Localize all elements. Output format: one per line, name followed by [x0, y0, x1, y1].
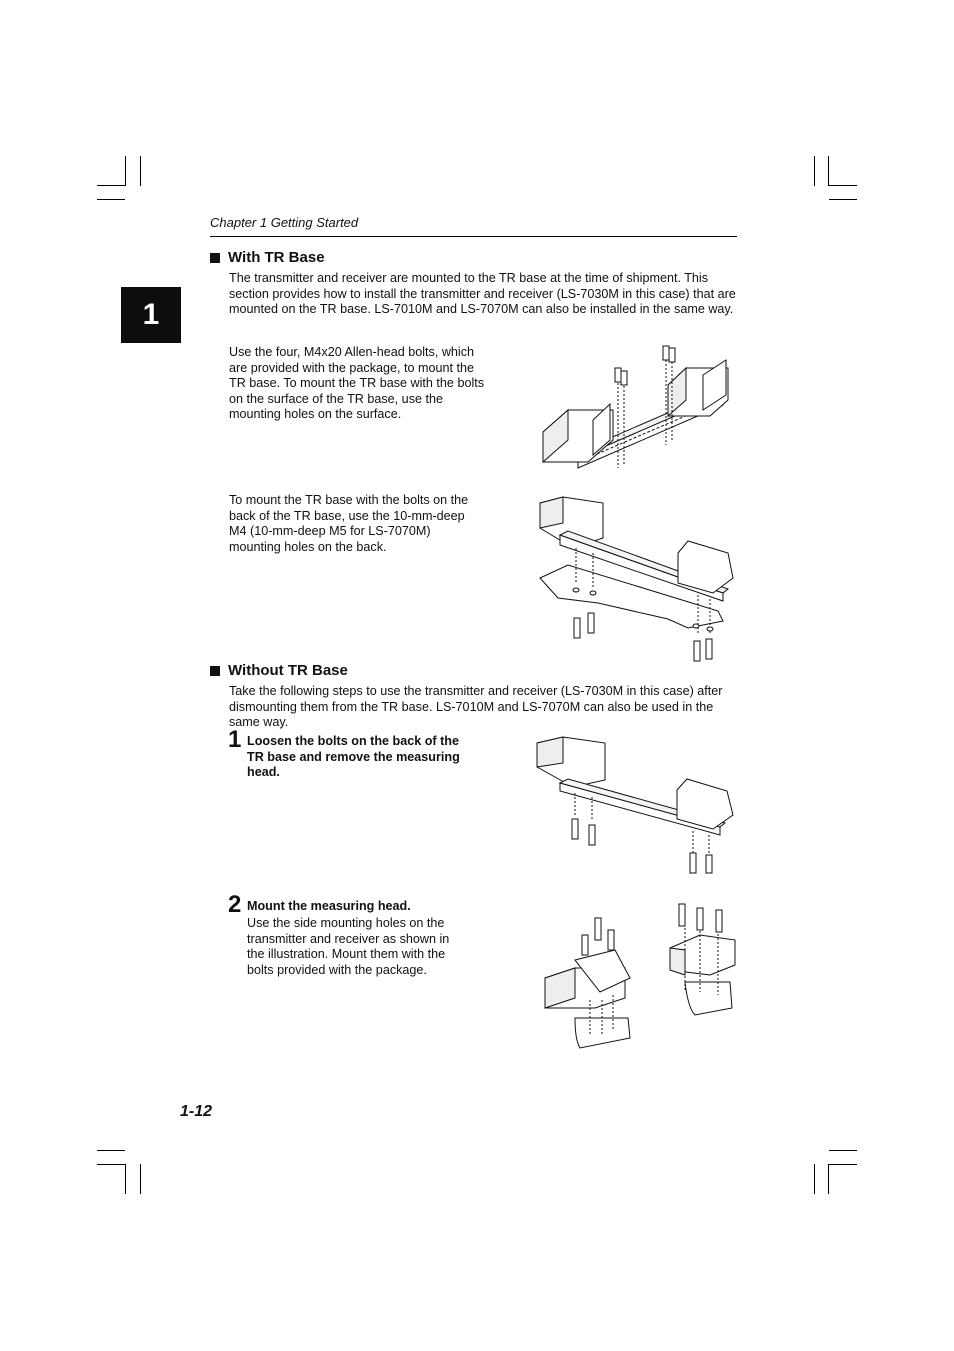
step-number: 1 [228, 726, 242, 753]
chapter-tab [121, 287, 181, 343]
step-body: Use the side mounting holes on the transmitter and receiver as shown in the illustration. Mount them with the bolts provided with the package. [247, 916, 450, 977]
remove-head-illustration [535, 735, 740, 875]
surface-mount-text: Use the four, M4x20 Allen-head bolts, which are provided with the package, to mount the TR base. To mount the TR base with the bolts on the surface of the TR base, use the mounting holes on the surface. [229, 345, 485, 422]
section-title-text: Without TR Base [228, 662, 348, 679]
section-title-text: With TR Base [228, 249, 325, 266]
section-title-without-tr-base [210, 662, 348, 679]
section-title-with-tr-base [210, 249, 325, 266]
without-tr-intro: Take the following steps to use the transmitter and receiver (LS-7030M in this case) after dismounting them from the TR base. LS-7010M and LS-7070M can also be used in the same way. [229, 684, 723, 730]
tr-base-back-illustration [538, 493, 738, 663]
step-title: Mount the measuring head. [247, 899, 411, 913]
mount-head-illustration [540, 900, 740, 1055]
chapter-header: Chapter 1 Getting Started [210, 215, 359, 230]
tr-base-surface-illustration [538, 340, 738, 475]
step-title: Loosen the bolts on the back of the TR base and remove the measuring head. [247, 734, 460, 780]
step-number: 2 [228, 891, 242, 918]
header-rule [210, 236, 737, 237]
back-mount-text: To mount the TR base with the bolts on the back of the TR base, use the 10-mm-deep M4 (10-mm-deep M5 for LS-7070M) mounting holes on the back. [229, 493, 469, 554]
page-number: 1-12 [180, 1103, 213, 1120]
square-bullet-icon [210, 253, 220, 263]
chapter-tab-number: 1 [142, 298, 160, 331]
with-tr-intro: The transmitter and receiver are mounted to the TR base at the time of shipment. This section provides how to install the transmitter and receiver (LS-7030M in this case) that are mounted on the TR base. LS-7010M and LS-7070M can also be installed in the same way. [229, 271, 736, 317]
square-bullet-icon [210, 666, 220, 676]
